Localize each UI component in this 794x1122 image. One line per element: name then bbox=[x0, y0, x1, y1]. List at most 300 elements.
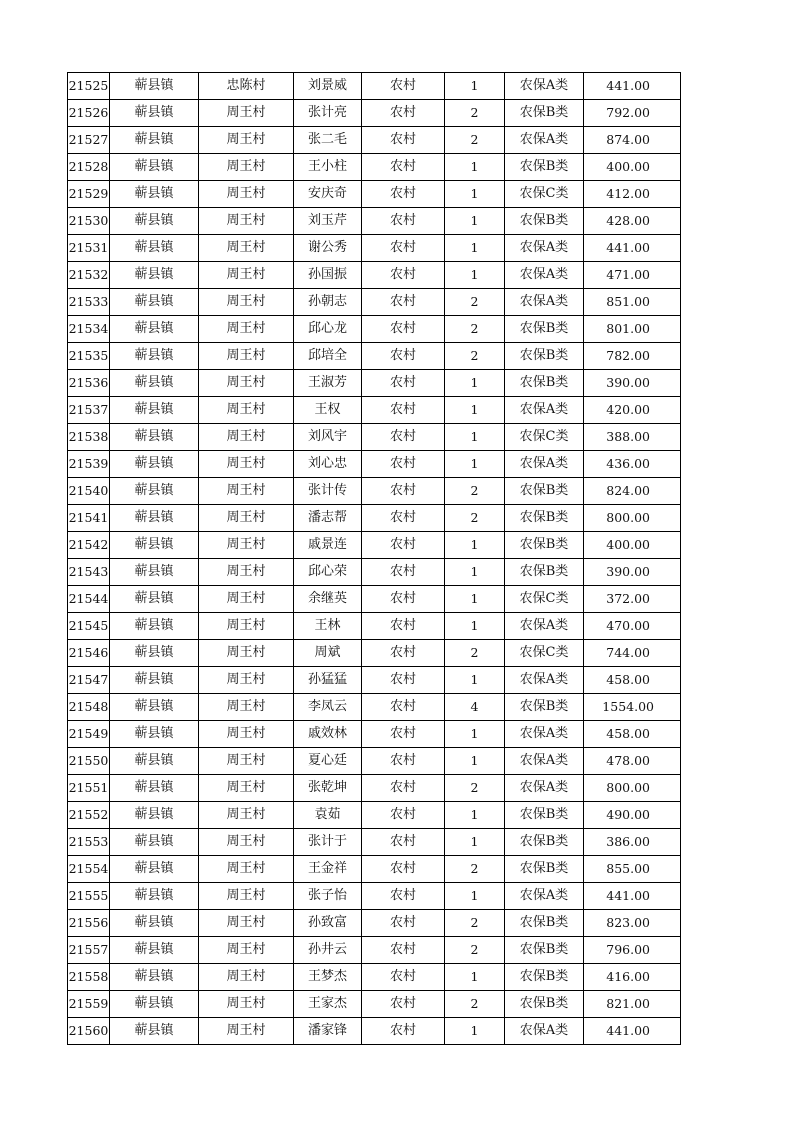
records-table bbox=[67, 72, 681, 1045]
household-count-cell: 1 bbox=[445, 667, 505, 694]
insurance-class-cell: 农保A类 bbox=[505, 667, 584, 694]
town-cell: 蕲县镇 bbox=[110, 640, 199, 667]
record-id-cell: 21556 bbox=[68, 910, 110, 937]
town-cell: 蕲县镇 bbox=[110, 181, 199, 208]
record-id-cell: 21549 bbox=[68, 721, 110, 748]
table-row bbox=[68, 802, 681, 829]
insurance-class-cell: 农保B类 bbox=[505, 559, 584, 586]
household-count-cell: 1 bbox=[445, 451, 505, 478]
town-cell: 蕲县镇 bbox=[110, 451, 199, 478]
village-cell: 忠陈村 bbox=[199, 73, 294, 100]
record-id-cell: 21542 bbox=[68, 532, 110, 559]
category-cell: 农村 bbox=[362, 964, 445, 991]
village-cell: 周王村 bbox=[199, 397, 294, 424]
category-cell: 农村 bbox=[362, 802, 445, 829]
amount-cell: 428.00 bbox=[584, 208, 681, 235]
household-count-cell: 2 bbox=[445, 289, 505, 316]
record-id-cell: 21544 bbox=[68, 586, 110, 613]
household-count-cell: 1 bbox=[445, 559, 505, 586]
category-cell: 农村 bbox=[362, 910, 445, 937]
town-cell: 蕲县镇 bbox=[110, 937, 199, 964]
category-cell: 农村 bbox=[362, 154, 445, 181]
amount-cell: 782.00 bbox=[584, 343, 681, 370]
village-cell: 周王村 bbox=[199, 154, 294, 181]
record-id-cell: 21546 bbox=[68, 640, 110, 667]
village-cell: 周王村 bbox=[199, 289, 294, 316]
village-cell: 周王村 bbox=[199, 829, 294, 856]
name-cell: 邱培全 bbox=[294, 343, 362, 370]
name-cell: 刘景威 bbox=[294, 73, 362, 100]
category-cell: 农村 bbox=[362, 694, 445, 721]
table-row bbox=[68, 181, 681, 208]
record-id-cell: 21543 bbox=[68, 559, 110, 586]
household-count-cell: 1 bbox=[445, 73, 505, 100]
town-cell: 蕲县镇 bbox=[110, 532, 199, 559]
amount-cell: 800.00 bbox=[584, 775, 681, 802]
category-cell: 农村 bbox=[362, 856, 445, 883]
amount-cell: 390.00 bbox=[584, 559, 681, 586]
amount-cell: 851.00 bbox=[584, 289, 681, 316]
record-id-cell: 21538 bbox=[68, 424, 110, 451]
table-row bbox=[68, 451, 681, 478]
town-cell: 蕲县镇 bbox=[110, 127, 199, 154]
category-cell: 农村 bbox=[362, 667, 445, 694]
name-cell: 周斌 bbox=[294, 640, 362, 667]
table-row bbox=[68, 478, 681, 505]
insurance-class-cell: 农保B类 bbox=[505, 910, 584, 937]
record-id-cell: 21528 bbox=[68, 154, 110, 181]
village-cell: 周王村 bbox=[199, 127, 294, 154]
town-cell: 蕲县镇 bbox=[110, 262, 199, 289]
table-row bbox=[68, 559, 681, 586]
amount-cell: 874.00 bbox=[584, 127, 681, 154]
category-cell: 农村 bbox=[362, 775, 445, 802]
insurance-class-cell: 农保B类 bbox=[505, 154, 584, 181]
category-cell: 农村 bbox=[362, 424, 445, 451]
record-id-cell: 21526 bbox=[68, 100, 110, 127]
table-row bbox=[68, 262, 681, 289]
amount-cell: 855.00 bbox=[584, 856, 681, 883]
household-count-cell: 1 bbox=[445, 235, 505, 262]
name-cell: 张乾坤 bbox=[294, 775, 362, 802]
record-id-cell: 21531 bbox=[68, 235, 110, 262]
amount-cell: 1554.00 bbox=[584, 694, 681, 721]
town-cell: 蕲县镇 bbox=[110, 829, 199, 856]
household-count-cell: 1 bbox=[445, 1018, 505, 1045]
amount-cell: 478.00 bbox=[584, 748, 681, 775]
insurance-class-cell: 农保B类 bbox=[505, 316, 584, 343]
table-row bbox=[68, 208, 681, 235]
village-cell: 周王村 bbox=[199, 613, 294, 640]
insurance-class-cell: 农保A类 bbox=[505, 451, 584, 478]
insurance-class-cell: 农保A类 bbox=[505, 1018, 584, 1045]
record-id-cell: 21551 bbox=[68, 775, 110, 802]
town-cell: 蕲县镇 bbox=[110, 73, 199, 100]
name-cell: 王梦杰 bbox=[294, 964, 362, 991]
name-cell: 夏心廷 bbox=[294, 748, 362, 775]
amount-cell: 800.00 bbox=[584, 505, 681, 532]
amount-cell: 796.00 bbox=[584, 937, 681, 964]
insurance-class-cell: 农保C类 bbox=[505, 640, 584, 667]
town-cell: 蕲县镇 bbox=[110, 316, 199, 343]
village-cell: 周王村 bbox=[199, 208, 294, 235]
record-id-cell: 21535 bbox=[68, 343, 110, 370]
name-cell: 邱心荣 bbox=[294, 559, 362, 586]
name-cell: 孙猛猛 bbox=[294, 667, 362, 694]
record-id-cell: 21541 bbox=[68, 505, 110, 532]
town-cell: 蕲县镇 bbox=[110, 748, 199, 775]
table-row bbox=[68, 775, 681, 802]
name-cell: 余继英 bbox=[294, 586, 362, 613]
town-cell: 蕲县镇 bbox=[110, 397, 199, 424]
household-count-cell: 1 bbox=[445, 829, 505, 856]
insurance-class-cell: 农保A类 bbox=[505, 748, 584, 775]
village-cell: 周王村 bbox=[199, 559, 294, 586]
insurance-class-cell: 农保B类 bbox=[505, 829, 584, 856]
record-id-cell: 21547 bbox=[68, 667, 110, 694]
insurance-class-cell: 农保C类 bbox=[505, 424, 584, 451]
category-cell: 农村 bbox=[362, 370, 445, 397]
village-cell: 周王村 bbox=[199, 370, 294, 397]
household-count-cell: 1 bbox=[445, 262, 505, 289]
town-cell: 蕲县镇 bbox=[110, 1018, 199, 1045]
table-row bbox=[68, 586, 681, 613]
town-cell: 蕲县镇 bbox=[110, 667, 199, 694]
amount-cell: 400.00 bbox=[584, 532, 681, 559]
name-cell: 孙国振 bbox=[294, 262, 362, 289]
town-cell: 蕲县镇 bbox=[110, 289, 199, 316]
amount-cell: 441.00 bbox=[584, 883, 681, 910]
village-cell: 周王村 bbox=[199, 586, 294, 613]
record-id-cell: 21539 bbox=[68, 451, 110, 478]
table-row bbox=[68, 856, 681, 883]
household-count-cell: 1 bbox=[445, 748, 505, 775]
name-cell: 潘家锋 bbox=[294, 1018, 362, 1045]
amount-cell: 441.00 bbox=[584, 235, 681, 262]
name-cell: 王小柱 bbox=[294, 154, 362, 181]
town-cell: 蕲县镇 bbox=[110, 883, 199, 910]
name-cell: 安庆奇 bbox=[294, 181, 362, 208]
household-count-cell: 2 bbox=[445, 856, 505, 883]
household-count-cell: 2 bbox=[445, 937, 505, 964]
village-cell: 周王村 bbox=[199, 343, 294, 370]
town-cell: 蕲县镇 bbox=[110, 991, 199, 1018]
household-count-cell: 1 bbox=[445, 586, 505, 613]
amount-cell: 471.00 bbox=[584, 262, 681, 289]
category-cell: 农村 bbox=[362, 1018, 445, 1045]
record-id-cell: 21560 bbox=[68, 1018, 110, 1045]
town-cell: 蕲县镇 bbox=[110, 613, 199, 640]
record-id-cell: 21529 bbox=[68, 181, 110, 208]
insurance-class-cell: 农保A类 bbox=[505, 397, 584, 424]
village-cell: 周王村 bbox=[199, 424, 294, 451]
record-id-cell: 21534 bbox=[68, 316, 110, 343]
village-cell: 周王村 bbox=[199, 856, 294, 883]
insurance-class-cell: 农保C类 bbox=[505, 586, 584, 613]
table-row bbox=[68, 883, 681, 910]
insurance-class-cell: 农保A类 bbox=[505, 613, 584, 640]
household-count-cell: 1 bbox=[445, 154, 505, 181]
village-cell: 周王村 bbox=[199, 181, 294, 208]
insurance-class-cell: 农保A类 bbox=[505, 235, 584, 262]
record-id-cell: 21550 bbox=[68, 748, 110, 775]
category-cell: 农村 bbox=[362, 883, 445, 910]
amount-cell: 490.00 bbox=[584, 802, 681, 829]
table-row bbox=[68, 127, 681, 154]
name-cell: 王权 bbox=[294, 397, 362, 424]
amount-cell: 801.00 bbox=[584, 316, 681, 343]
record-id-cell: 21533 bbox=[68, 289, 110, 316]
table-row bbox=[68, 613, 681, 640]
amount-cell: 372.00 bbox=[584, 586, 681, 613]
village-cell: 周王村 bbox=[199, 532, 294, 559]
record-id-cell: 21540 bbox=[68, 478, 110, 505]
category-cell: 农村 bbox=[362, 829, 445, 856]
village-cell: 周王村 bbox=[199, 100, 294, 127]
insurance-class-cell: 农保B类 bbox=[505, 478, 584, 505]
town-cell: 蕲县镇 bbox=[110, 694, 199, 721]
table-row bbox=[68, 829, 681, 856]
category-cell: 农村 bbox=[362, 748, 445, 775]
table-row bbox=[68, 343, 681, 370]
table-row bbox=[68, 289, 681, 316]
insurance-class-cell: 农保B类 bbox=[505, 208, 584, 235]
record-id-cell: 21537 bbox=[68, 397, 110, 424]
category-cell: 农村 bbox=[362, 235, 445, 262]
record-id-cell: 21554 bbox=[68, 856, 110, 883]
category-cell: 农村 bbox=[362, 262, 445, 289]
household-count-cell: 1 bbox=[445, 883, 505, 910]
name-cell: 张计亮 bbox=[294, 100, 362, 127]
table-row bbox=[68, 370, 681, 397]
town-cell: 蕲县镇 bbox=[110, 154, 199, 181]
category-cell: 农村 bbox=[362, 640, 445, 667]
household-count-cell: 1 bbox=[445, 208, 505, 235]
table-body bbox=[68, 73, 681, 1045]
name-cell: 张子怡 bbox=[294, 883, 362, 910]
table-row bbox=[68, 505, 681, 532]
village-cell: 周王村 bbox=[199, 505, 294, 532]
category-cell: 农村 bbox=[362, 991, 445, 1018]
village-cell: 周王村 bbox=[199, 802, 294, 829]
category-cell: 农村 bbox=[362, 289, 445, 316]
table-row bbox=[68, 100, 681, 127]
insurance-class-cell: 农保B类 bbox=[505, 343, 584, 370]
insurance-class-cell: 农保B类 bbox=[505, 937, 584, 964]
town-cell: 蕲县镇 bbox=[110, 208, 199, 235]
amount-cell: 744.00 bbox=[584, 640, 681, 667]
village-cell: 周王村 bbox=[199, 451, 294, 478]
village-cell: 周王村 bbox=[199, 316, 294, 343]
category-cell: 农村 bbox=[362, 613, 445, 640]
amount-cell: 823.00 bbox=[584, 910, 681, 937]
household-count-cell: 1 bbox=[445, 370, 505, 397]
household-count-cell: 2 bbox=[445, 775, 505, 802]
category-cell: 农村 bbox=[362, 451, 445, 478]
name-cell: 孙朝志 bbox=[294, 289, 362, 316]
category-cell: 农村 bbox=[362, 208, 445, 235]
name-cell: 王淑芳 bbox=[294, 370, 362, 397]
household-count-cell: 4 bbox=[445, 694, 505, 721]
category-cell: 农村 bbox=[362, 343, 445, 370]
table-row bbox=[68, 154, 681, 181]
household-count-cell: 2 bbox=[445, 505, 505, 532]
category-cell: 农村 bbox=[362, 478, 445, 505]
name-cell: 李凤云 bbox=[294, 694, 362, 721]
name-cell: 王金祥 bbox=[294, 856, 362, 883]
household-count-cell: 1 bbox=[445, 613, 505, 640]
insurance-class-cell: 农保A类 bbox=[505, 127, 584, 154]
table-row bbox=[68, 964, 681, 991]
amount-cell: 390.00 bbox=[584, 370, 681, 397]
household-count-cell: 2 bbox=[445, 127, 505, 154]
table-row bbox=[68, 235, 681, 262]
category-cell: 农村 bbox=[362, 181, 445, 208]
town-cell: 蕲县镇 bbox=[110, 910, 199, 937]
amount-cell: 416.00 bbox=[584, 964, 681, 991]
table-row bbox=[68, 640, 681, 667]
category-cell: 农村 bbox=[362, 586, 445, 613]
name-cell: 谢公秀 bbox=[294, 235, 362, 262]
name-cell: 王家杰 bbox=[294, 991, 362, 1018]
town-cell: 蕲县镇 bbox=[110, 559, 199, 586]
insurance-class-cell: 农保A类 bbox=[505, 883, 584, 910]
amount-cell: 436.00 bbox=[584, 451, 681, 478]
table-row bbox=[68, 73, 681, 100]
name-cell: 张计于 bbox=[294, 829, 362, 856]
name-cell: 孙井云 bbox=[294, 937, 362, 964]
town-cell: 蕲县镇 bbox=[110, 235, 199, 262]
record-id-cell: 21559 bbox=[68, 991, 110, 1018]
household-count-cell: 2 bbox=[445, 343, 505, 370]
amount-cell: 470.00 bbox=[584, 613, 681, 640]
town-cell: 蕲县镇 bbox=[110, 505, 199, 532]
household-count-cell: 2 bbox=[445, 910, 505, 937]
amount-cell: 824.00 bbox=[584, 478, 681, 505]
record-id-cell: 21557 bbox=[68, 937, 110, 964]
table-row bbox=[68, 748, 681, 775]
household-count-cell: 1 bbox=[445, 397, 505, 424]
amount-cell: 400.00 bbox=[584, 154, 681, 181]
amount-cell: 441.00 bbox=[584, 1018, 681, 1045]
amount-cell: 412.00 bbox=[584, 181, 681, 208]
amount-cell: 420.00 bbox=[584, 397, 681, 424]
name-cell: 张计传 bbox=[294, 478, 362, 505]
record-id-cell: 21532 bbox=[68, 262, 110, 289]
village-cell: 周王村 bbox=[199, 964, 294, 991]
town-cell: 蕲县镇 bbox=[110, 775, 199, 802]
name-cell: 刘心忠 bbox=[294, 451, 362, 478]
insurance-class-cell: 农保A类 bbox=[505, 73, 584, 100]
table-row bbox=[68, 316, 681, 343]
town-cell: 蕲县镇 bbox=[110, 802, 199, 829]
table-row bbox=[68, 532, 681, 559]
household-count-cell: 2 bbox=[445, 316, 505, 343]
town-cell: 蕲县镇 bbox=[110, 343, 199, 370]
insurance-class-cell: 农保A类 bbox=[505, 289, 584, 316]
record-id-cell: 21545 bbox=[68, 613, 110, 640]
village-cell: 周王村 bbox=[199, 775, 294, 802]
household-count-cell: 1 bbox=[445, 424, 505, 451]
category-cell: 农村 bbox=[362, 721, 445, 748]
village-cell: 周王村 bbox=[199, 991, 294, 1018]
insurance-class-cell: 农保A类 bbox=[505, 721, 584, 748]
village-cell: 周王村 bbox=[199, 478, 294, 505]
town-cell: 蕲县镇 bbox=[110, 586, 199, 613]
household-count-cell: 1 bbox=[445, 964, 505, 991]
village-cell: 周王村 bbox=[199, 883, 294, 910]
record-id-cell: 21558 bbox=[68, 964, 110, 991]
table-row bbox=[68, 910, 681, 937]
village-cell: 周王村 bbox=[199, 721, 294, 748]
record-id-cell: 21536 bbox=[68, 370, 110, 397]
insurance-class-cell: 农保B类 bbox=[505, 991, 584, 1018]
record-id-cell: 21552 bbox=[68, 802, 110, 829]
amount-cell: 441.00 bbox=[584, 73, 681, 100]
category-cell: 农村 bbox=[362, 127, 445, 154]
name-cell: 刘玉芹 bbox=[294, 208, 362, 235]
household-count-cell: 2 bbox=[445, 991, 505, 1018]
household-count-cell: 1 bbox=[445, 181, 505, 208]
amount-cell: 458.00 bbox=[584, 721, 681, 748]
table-row bbox=[68, 424, 681, 451]
table-row bbox=[68, 694, 681, 721]
category-cell: 农村 bbox=[362, 937, 445, 964]
insurance-class-cell: 农保B类 bbox=[505, 505, 584, 532]
name-cell: 潘志帮 bbox=[294, 505, 362, 532]
name-cell: 孙致富 bbox=[294, 910, 362, 937]
insurance-class-cell: 农保B类 bbox=[505, 532, 584, 559]
town-cell: 蕲县镇 bbox=[110, 856, 199, 883]
household-count-cell: 1 bbox=[445, 532, 505, 559]
amount-cell: 458.00 bbox=[584, 667, 681, 694]
record-id-cell: 21530 bbox=[68, 208, 110, 235]
village-cell: 周王村 bbox=[199, 937, 294, 964]
household-count-cell: 2 bbox=[445, 478, 505, 505]
insurance-class-cell: 农保B类 bbox=[505, 964, 584, 991]
village-cell: 周王村 bbox=[199, 1018, 294, 1045]
category-cell: 农村 bbox=[362, 100, 445, 127]
village-cell: 周王村 bbox=[199, 694, 294, 721]
table-row bbox=[68, 1018, 681, 1045]
name-cell: 王林 bbox=[294, 613, 362, 640]
town-cell: 蕲县镇 bbox=[110, 478, 199, 505]
category-cell: 农村 bbox=[362, 397, 445, 424]
name-cell: 张二毛 bbox=[294, 127, 362, 154]
household-count-cell: 2 bbox=[445, 640, 505, 667]
name-cell: 戚景连 bbox=[294, 532, 362, 559]
table-row bbox=[68, 721, 681, 748]
insurance-class-cell: 农保B类 bbox=[505, 694, 584, 721]
table-row bbox=[68, 667, 681, 694]
category-cell: 农村 bbox=[362, 559, 445, 586]
record-id-cell: 21555 bbox=[68, 883, 110, 910]
name-cell: 刘风宇 bbox=[294, 424, 362, 451]
town-cell: 蕲县镇 bbox=[110, 100, 199, 127]
name-cell: 邱心龙 bbox=[294, 316, 362, 343]
household-count-cell: 1 bbox=[445, 721, 505, 748]
record-id-cell: 21553 bbox=[68, 829, 110, 856]
town-cell: 蕲县镇 bbox=[110, 964, 199, 991]
village-cell: 周王村 bbox=[199, 910, 294, 937]
village-cell: 周王村 bbox=[199, 667, 294, 694]
amount-cell: 388.00 bbox=[584, 424, 681, 451]
insurance-class-cell: 农保A类 bbox=[505, 775, 584, 802]
table-row bbox=[68, 397, 681, 424]
category-cell: 农村 bbox=[362, 532, 445, 559]
insurance-class-cell: 农保C类 bbox=[505, 181, 584, 208]
category-cell: 农村 bbox=[362, 73, 445, 100]
